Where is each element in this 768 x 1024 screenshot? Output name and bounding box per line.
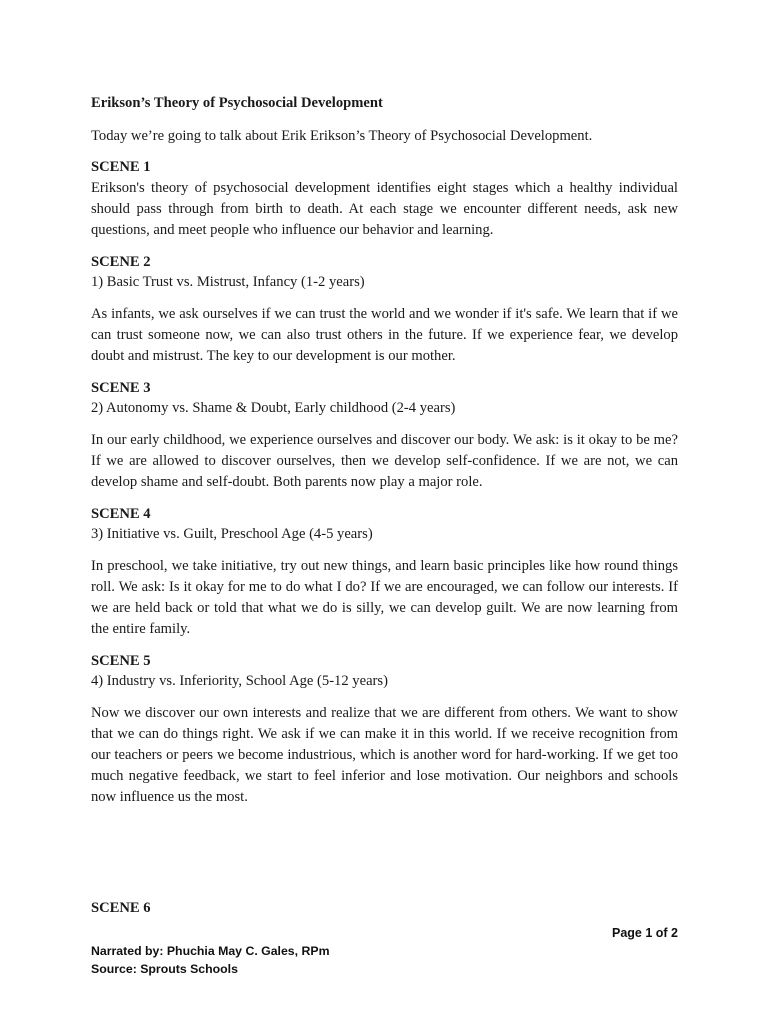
page-current: 1	[645, 926, 653, 940]
scene-2	[91, 252, 678, 367]
page-total: 2	[671, 926, 678, 940]
scene-1	[91, 157, 678, 241]
scene-body: In our early childhood, we experience ourselves and discover our body. We ask: is it okay to be me? If we are allowed to discover ourselves, then we develop self-confidence. If we are not, we can develop shame and self-doubt. Both parents now play a major role.	[91, 432, 678, 490]
stage-title: 2) Autonomy vs. Shame & Doubt, Early childhood (2-4 years)	[91, 400, 456, 416]
scene-body: Erikson's theory of psychosocial development identifies eight stages which a healthy individual should pass through from birth to death. At each stage we encounter different needs, ask new questions, and meet people who influence our behavior and learning.	[91, 180, 678, 238]
scene-body: In preschool, we take initiative, try out new things, and learn basic principles like how round things roll. We ask: Is it okay for me to do what I do? If we are encouraged, we can follow our interests. If we are held back or told that what we do is silly, we can develop guilt. We are now learning from the entire family.	[91, 558, 678, 637]
stage-title: 4) Industry vs. Inferiority, School Age (5-12 years)	[91, 673, 388, 689]
footer-credits	[91, 942, 330, 978]
scene-heading: SCENE 2	[91, 254, 151, 270]
scene-6-heading: SCENE 6	[91, 900, 151, 916]
page-number	[612, 924, 678, 942]
stage-title: 3) Initiative vs. Guilt, Preschool Age (4-5 years)	[91, 526, 373, 542]
intro-paragraph: Today we’re going to talk about Erik Erikson’s Theory of Psychosocial Development.	[91, 128, 593, 144]
scene-3	[91, 378, 678, 493]
stage-title: 1) Basic Trust vs. Mistrust, Infancy (1-2 years)	[91, 274, 365, 290]
document-content	[91, 93, 678, 819]
source-credit: Source: Sprouts Schools	[91, 962, 238, 976]
scene-heading: SCENE 4	[91, 506, 151, 522]
scene-body: Now we discover our own interests and realize that we are different from others. We want to show that we can do things right. We ask if we can make it in this world. If we receive recognition from our teachers or peers we become industrious, which is another word for hard-working. If we get too much negative feedback, we start to feel inferior and lose motivation. Our neighbors and schools now influence us the most.	[91, 705, 678, 805]
scene-heading: SCENE 1	[91, 159, 151, 175]
scene-heading: SCENE 3	[91, 380, 151, 396]
scene-heading: SCENE 5	[91, 653, 151, 669]
scene-5	[91, 651, 678, 808]
page-of: of	[652, 926, 672, 940]
document-title: Erikson’s Theory of Psychosocial Development	[91, 95, 383, 111]
scene-body: As infants, we ask ourselves if we can trust the world and we wonder if it's safe. We learn that if we can trust someone now, we can also trust others in the future. If we experience fear, we develop doubt and mistrust. The key to our development is our mother.	[91, 306, 678, 364]
scene-4	[91, 504, 678, 640]
page-prefix: Page	[611, 926, 646, 940]
narrator-credit: Narrated by: Phuchia May C. Gales, RPm	[91, 944, 330, 958]
